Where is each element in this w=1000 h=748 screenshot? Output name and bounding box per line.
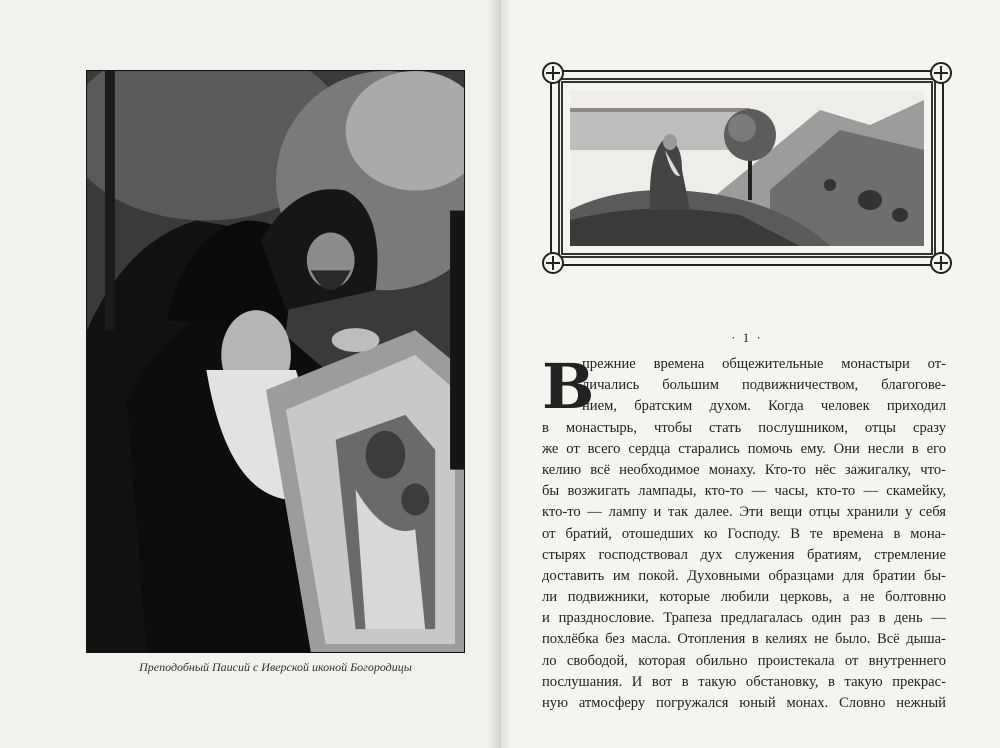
- text-line: доставить им покой. Духовными образцами для братии бы-: [542, 567, 946, 584]
- text-line: похлёбка без масла. Отопления в келиях не было. Всё дыша-: [542, 631, 946, 648]
- text-line: послушания. И вот в такую обстановку, в такую прекрас-: [542, 673, 946, 690]
- chapter-number: · 1 ·: [731, 330, 763, 345]
- monk-landscape-sketch: [570, 90, 924, 246]
- text-line: нием, братским духом. Когда человек приходил: [582, 398, 946, 415]
- text-line: ную атмосферу погружался юный монах. Словно нежный: [542, 695, 946, 711]
- text-line: личались большим подвижничеством, благогове-: [582, 377, 946, 394]
- corner-cross-icon: [930, 62, 952, 84]
- chapter-body-text: [542, 354, 946, 714]
- text-line: же от всего сердца старались помочь ему. Они несли в его: [542, 440, 946, 457]
- corner-cross-icon: [930, 252, 952, 274]
- text-line: ло свободой, которая обильно проистекала от внутреннего: [542, 652, 946, 669]
- corner-cross-icon: [542, 62, 564, 84]
- text-line: бы возжигать лампады, кто-то — часы, кто-то — скамейку,: [542, 483, 946, 500]
- text-line: ли подвижники, которые любили церковь, а не болтовню: [542, 589, 946, 606]
- chapter-illustration: [550, 70, 944, 266]
- landscape-drawing: [570, 90, 924, 246]
- text-line: от братий, отошедших ко Господу. В те времена в мона-: [542, 525, 946, 542]
- text-line: келию всё необходимое монаху. Кто-то нёс зажигалку, что-: [542, 461, 946, 478]
- text-line: стырях господствовал дух служения братиям, стремление: [542, 546, 946, 563]
- text-line: в монастырь, чтобы стать послушником, отцы сразу: [542, 419, 946, 436]
- drop-cap-letter: В: [542, 350, 595, 423]
- text-line: прежние времена общежительные монастыри от-: [582, 356, 946, 372]
- corner-cross-icon: [542, 252, 564, 274]
- photo-caption: Преподобный Паисий с Иверской иконой Богородицы: [139, 660, 412, 674]
- book-gutter: [488, 0, 512, 748]
- photo-illustration: [87, 71, 464, 652]
- text-line: кто-то — лампу и так далее. Эти вещи отцы хранили у себя: [542, 504, 946, 521]
- photo-elder-with-icon: [86, 70, 465, 653]
- text-line: и празднословие. Трапеза предлагалась один раз в день —: [542, 610, 946, 627]
